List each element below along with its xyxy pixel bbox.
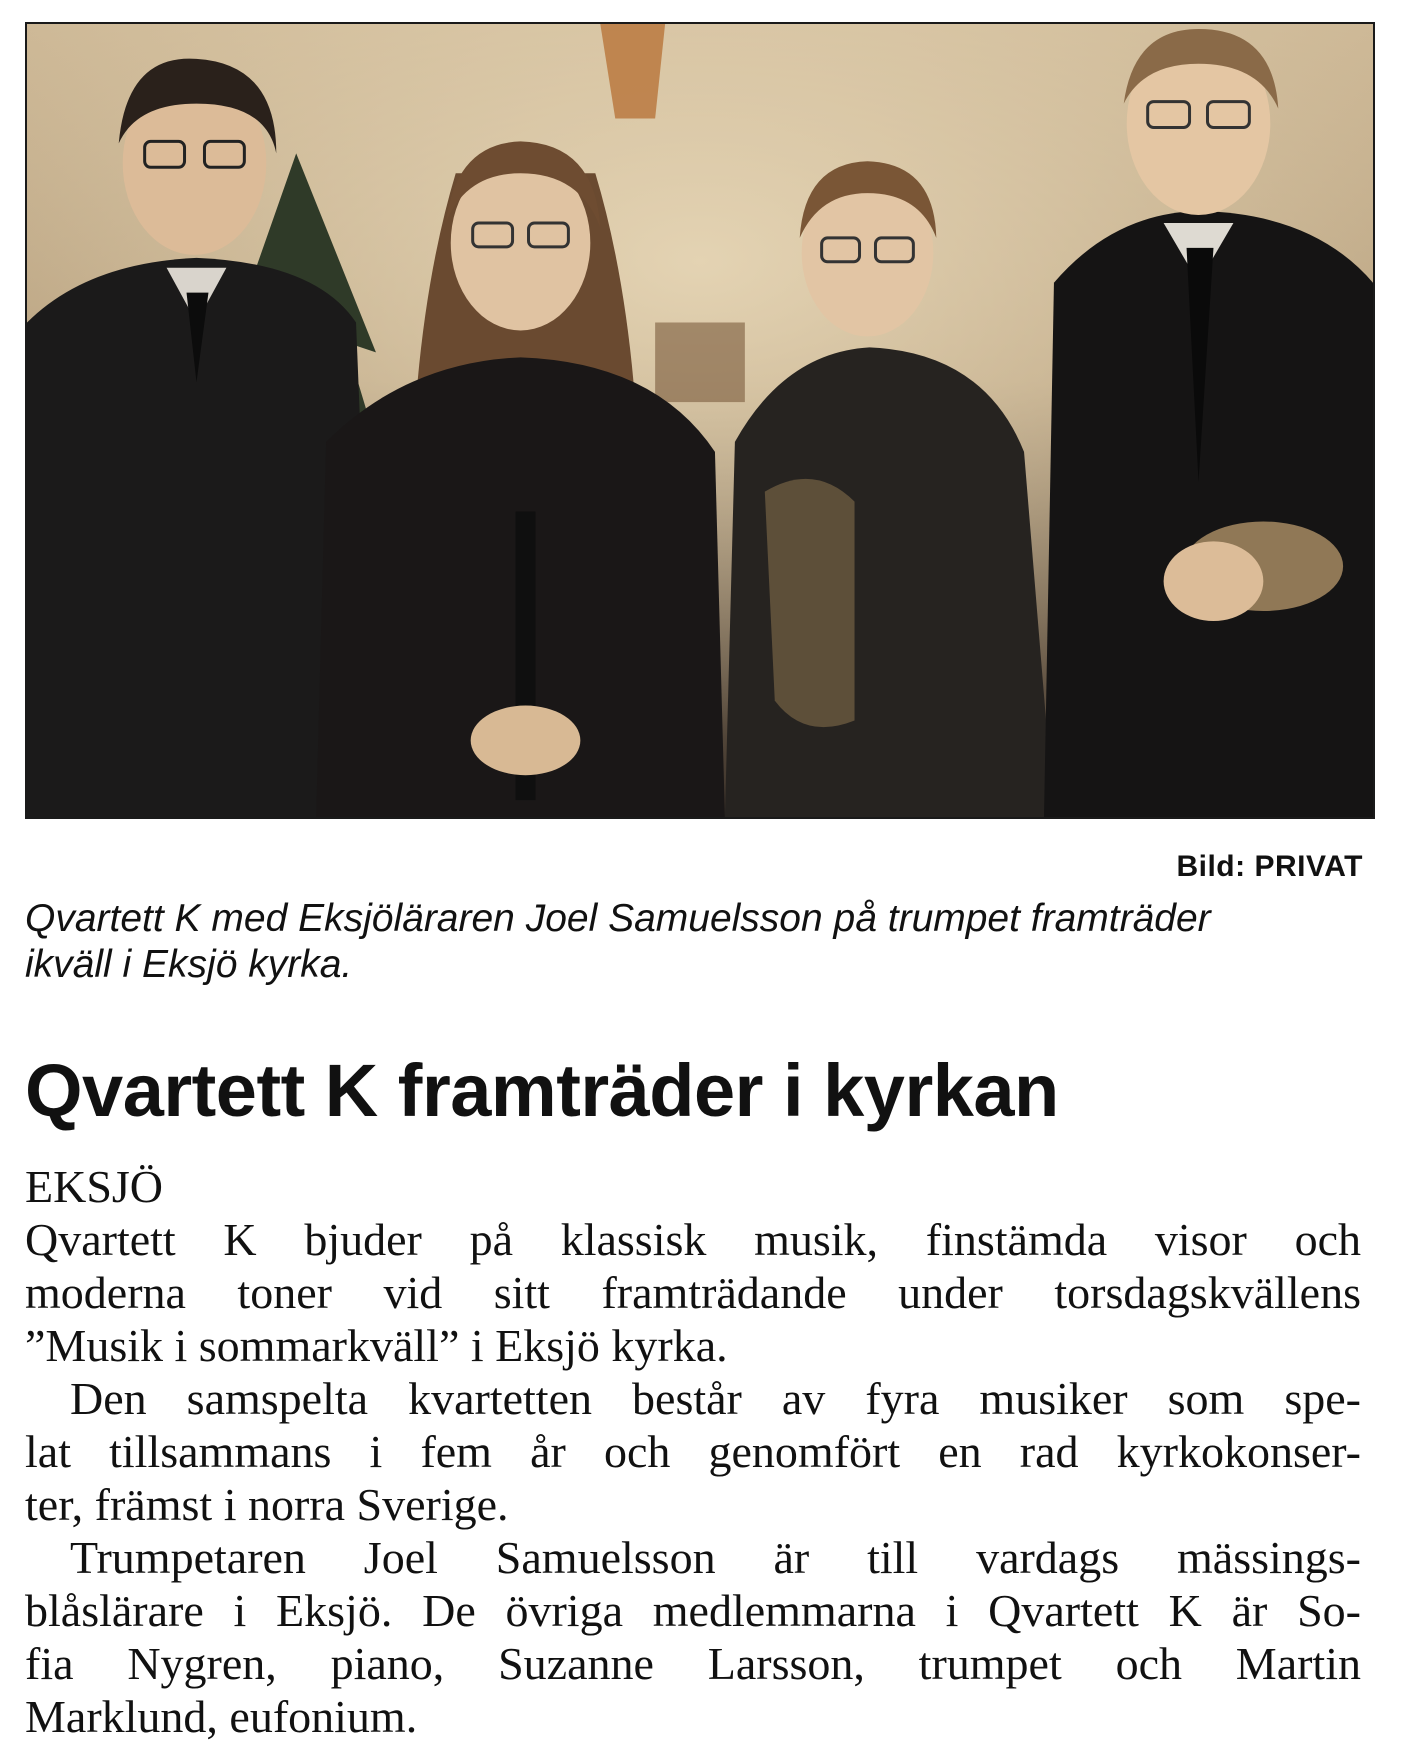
caption-line: ikväll i Eksjö kyrka.	[25, 943, 353, 986]
photo-credit-label: Bild:	[1176, 850, 1246, 883]
article-body	[25, 1160, 1361, 1743]
paragraph-3	[25, 1531, 1361, 1743]
quartet-photo-image	[27, 24, 1373, 817]
dateline: EKSJÖ	[25, 1161, 164, 1212]
photo-credit-value: PRIVAT	[1254, 850, 1363, 883]
body-line: Qvartett K bjuder på klassisk musik, finstämda visor och	[25, 1214, 1361, 1265]
body-line: blåslärare i Eksjö. De övriga medlemmarna i Qvartett K är So-	[25, 1585, 1361, 1636]
photo-credit	[1176, 850, 1363, 884]
paragraph-2	[25, 1372, 1361, 1531]
body-line: moderna toner vid sitt framträdande under torsdagskvällens	[25, 1267, 1361, 1318]
caption-line: Qvartett K med Eksjöläraren Joel Samuelsson på trumpet framträder	[25, 897, 1211, 940]
photo-caption	[25, 896, 1370, 988]
body-line: fia Nygren, piano, Suzanne Larsson, trumpet och Martin	[25, 1638, 1361, 1689]
body-line: ter, främst i norra Sverige.	[25, 1479, 509, 1530]
body-line: Trumpetaren Joel Samuelsson är till vardags mässings-	[70, 1532, 1361, 1583]
paragraph-1	[25, 1213, 1361, 1372]
body-line: lat tillsammans i fem år och genomfört en rad kyrkokonser-	[25, 1426, 1361, 1477]
body-line: Marklund, eufonium.	[25, 1691, 418, 1742]
body-line: Den samspelta kvartetten består av fyra musiker som spe-	[70, 1373, 1361, 1424]
body-line: ”Musik i sommarkväll” i Eksjö kyrka.	[25, 1320, 728, 1371]
article-headline: Qvartett K framträder i kyrkan	[25, 1049, 1059, 1132]
article-photo	[25, 22, 1375, 819]
